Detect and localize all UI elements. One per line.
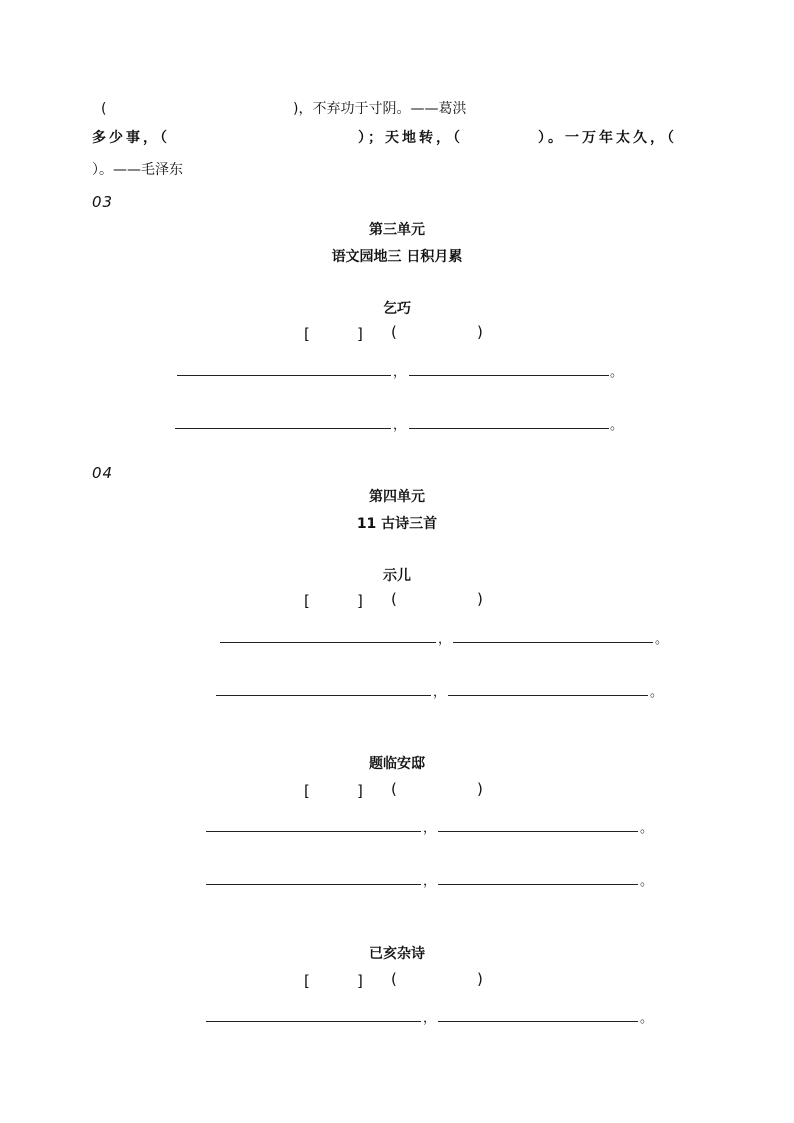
quote-2-answer-blank-1[interactable] [188, 129, 354, 147]
section-number: 03 [92, 193, 114, 211]
dynasty-bracket-close: ] [357, 782, 363, 800]
period: 。 [650, 685, 664, 700]
answer-line[interactable] [206, 831, 421, 832]
author-paren-close: ) [477, 323, 483, 341]
comma: ， [423, 874, 437, 889]
quote-2 [92, 129, 712, 149]
quote-2-answer-blank-2[interactable] [408, 129, 530, 147]
period: 。 [640, 821, 654, 836]
comma: ， [423, 1011, 437, 1026]
period: 。 [640, 1011, 654, 1026]
quote-1-answer-blank[interactable] [115, 100, 291, 118]
quote-2-part1: 多少事，（ [92, 130, 170, 146]
poem-title: 已亥杂诗 [369, 946, 425, 962]
answer-line[interactable] [177, 375, 391, 376]
quote-2-part2: ）；天地转，（ [358, 130, 463, 146]
poem-title: 示儿 [383, 568, 411, 584]
period: 。 [610, 418, 624, 433]
answer-line[interactable] [220, 642, 436, 643]
answer-line[interactable] [438, 1021, 638, 1022]
comma: ， [393, 418, 407, 433]
period: 。 [655, 632, 669, 647]
section-number: 04 [92, 464, 114, 482]
answer-line[interactable] [206, 1021, 421, 1022]
author-paren-open: ( [391, 970, 397, 988]
dynasty-bracket-close: ] [357, 325, 363, 343]
answer-line[interactable] [448, 695, 648, 696]
quote-1-open-paren: ( [101, 101, 107, 117]
comma: ， [393, 365, 407, 380]
answer-line[interactable] [438, 884, 638, 885]
quote-3: ）。——毛泽东 [92, 162, 183, 178]
dynasty-bracket-close: ] [357, 972, 363, 990]
comma: ， [438, 632, 452, 647]
author-paren-close: ) [477, 590, 483, 608]
lesson-title: 11 古诗三首 [356, 516, 438, 532]
answer-line[interactable] [216, 695, 431, 696]
author-paren-open: ( [391, 323, 397, 341]
period: 。 [640, 874, 654, 889]
quote-2-part3: ）。一万年太久，（ [538, 130, 677, 146]
author-paren-close: ) [477, 780, 483, 798]
dynasty-bracket-open: [ [304, 592, 310, 610]
quote-1-text: )，不弃功于寸阴。——葛洪 [293, 101, 467, 117]
dynasty-bracket-close: ] [357, 592, 363, 610]
answer-line[interactable] [409, 375, 609, 376]
comma: ， [423, 821, 437, 836]
poem-title: 题临安邸 [369, 756, 425, 772]
lesson-title: 语文园地三 日积月累 [331, 249, 463, 265]
answer-line[interactable] [453, 642, 653, 643]
quote-1 [101, 100, 531, 118]
unit-title: 第三单元 [369, 222, 425, 238]
poem-title: 乞巧 [383, 301, 411, 317]
dynasty-bracket-open: [ [304, 325, 310, 343]
author-paren-close: ) [477, 970, 483, 988]
unit-title: 第四单元 [369, 489, 425, 505]
answer-line[interactable] [438, 831, 638, 832]
comma: ， [433, 685, 447, 700]
answer-line[interactable] [409, 428, 609, 429]
answer-line[interactable] [206, 884, 421, 885]
dynasty-bracket-open: [ [304, 972, 310, 990]
dynasty-bracket-open: [ [304, 782, 310, 800]
author-paren-open: ( [391, 780, 397, 798]
author-paren-open: ( [391, 590, 397, 608]
answer-line[interactable] [175, 428, 391, 429]
period: 。 [610, 365, 624, 380]
